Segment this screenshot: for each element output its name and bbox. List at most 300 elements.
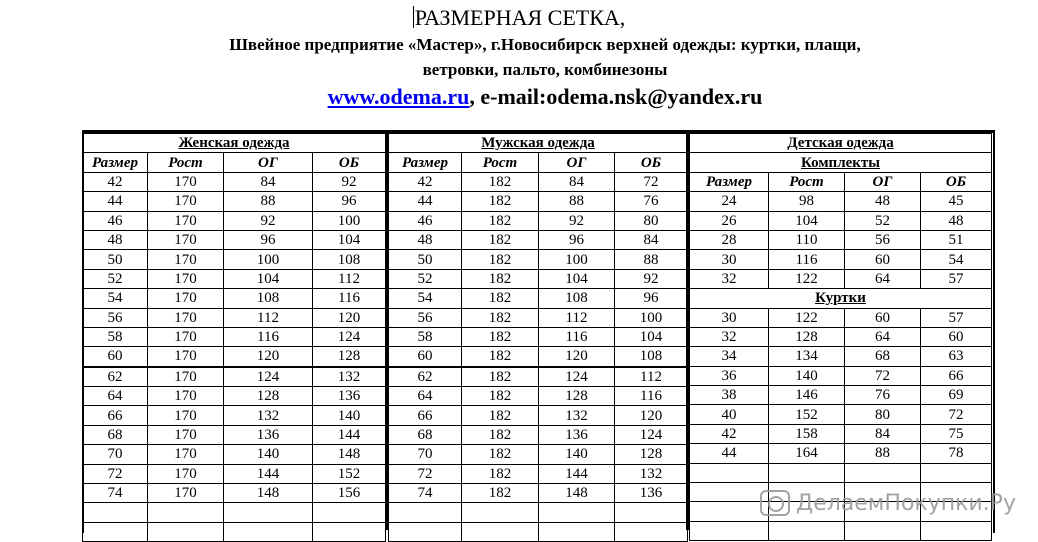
- table-cell: 182: [462, 230, 539, 249]
- table-cell: 52: [83, 269, 148, 288]
- column-header: ОБ: [615, 153, 688, 172]
- table-cell: 144: [224, 464, 313, 483]
- table-cell: 144: [539, 464, 615, 483]
- column-header: ОГ: [224, 153, 313, 172]
- empty-cell: [690, 463, 769, 482]
- camera-icon: [760, 490, 790, 516]
- empty-cell: [921, 521, 992, 540]
- table-cell: 100: [615, 308, 688, 327]
- column-header: Рост: [148, 153, 224, 172]
- table-cell: 136: [224, 425, 313, 444]
- table-cell: 120: [615, 406, 688, 425]
- table-cell: 51: [921, 230, 992, 249]
- subtitle-line-1: Швейное предприятие «Мастер», г.Новосибирск верхней одежды: куртки, плащи,: [229, 35, 861, 54]
- table-cell: 54: [83, 289, 148, 308]
- table-cell: 46: [83, 211, 148, 230]
- table-cell: 182: [462, 192, 539, 211]
- empty-cell: [313, 503, 386, 522]
- table-row: [690, 347, 992, 366]
- table-cell: 66: [921, 366, 992, 385]
- table-cell: 112: [224, 308, 313, 327]
- table-cell: 116: [769, 250, 845, 269]
- table-row: [389, 327, 688, 346]
- table-cell: 60: [921, 327, 992, 346]
- column-header: ОБ: [921, 172, 992, 191]
- table-cell: 63: [921, 347, 992, 366]
- empty-cell: [83, 503, 148, 522]
- empty-cell: [615, 522, 688, 541]
- table-row: [83, 425, 386, 444]
- table-cell: 124: [313, 327, 386, 346]
- table-cell: 96: [615, 289, 688, 308]
- table-cell: 120: [313, 308, 386, 327]
- empty-cell: [769, 463, 845, 482]
- table-cell: 170: [148, 367, 224, 387]
- table-row: [389, 211, 688, 230]
- table-cell: 70: [389, 445, 462, 464]
- table-cell: 128: [224, 387, 313, 406]
- site-link[interactable]: www.odema.ru: [327, 84, 470, 109]
- table-row: [690, 250, 992, 269]
- table-cell: 57: [921, 269, 992, 288]
- table-cell: 100: [313, 211, 386, 230]
- empty-cell: [462, 503, 539, 522]
- table-row: [690, 211, 992, 230]
- table-cell: 170: [148, 211, 224, 230]
- table-cell: 92: [615, 269, 688, 288]
- table-cell: 48: [389, 230, 462, 249]
- group-separator: [686, 133, 689, 530]
- table-row: [389, 484, 688, 503]
- subtitle-line-2: ветровки, пальто, комбинезоны: [422, 60, 668, 79]
- table-cell: 124: [224, 367, 313, 387]
- table-cell: 104: [224, 269, 313, 288]
- table-cell: 42: [389, 172, 462, 191]
- table-cell: 52: [845, 211, 921, 230]
- sets-subtitle: Комплекты: [690, 153, 992, 172]
- table-cell: 136: [615, 484, 688, 503]
- table-cell: 44: [389, 192, 462, 211]
- table-cell: 182: [462, 387, 539, 406]
- table-row: [83, 367, 386, 387]
- table-cell: 182: [462, 211, 539, 230]
- table-cell: 170: [148, 445, 224, 464]
- table-cell: 122: [769, 269, 845, 288]
- table-cell: 104: [539, 269, 615, 288]
- table-cell: 136: [539, 425, 615, 444]
- table-row: [83, 347, 386, 367]
- table-cell: 116: [224, 327, 313, 346]
- table-row: [389, 464, 688, 483]
- table-cell: 116: [313, 289, 386, 308]
- table-cell: 56: [845, 230, 921, 249]
- table-cell: 104: [769, 211, 845, 230]
- table-cell: 148: [539, 484, 615, 503]
- table-cell: 92: [313, 172, 386, 191]
- table-cell: 170: [148, 406, 224, 425]
- table-cell: 52: [389, 269, 462, 288]
- table-cell: 158: [769, 424, 845, 443]
- kids-table: [689, 133, 992, 541]
- table-cell: 66: [389, 406, 462, 425]
- table-cell: 116: [615, 387, 688, 406]
- men-table: [388, 133, 688, 542]
- empty-cell: [845, 463, 921, 482]
- table-cell: 44: [690, 444, 769, 463]
- table-row: [690, 172, 992, 191]
- table-cell: 170: [148, 464, 224, 483]
- table-cell: 96: [539, 230, 615, 249]
- table-row: [389, 425, 688, 444]
- column-header: ОГ: [845, 172, 921, 191]
- table-row: [83, 230, 386, 249]
- table-row: [389, 503, 688, 522]
- table-row: [389, 308, 688, 327]
- table-cell: 64: [845, 327, 921, 346]
- table-cell: 88: [615, 250, 688, 269]
- men-title: Мужская одежда: [389, 134, 688, 153]
- table-cell: 170: [148, 192, 224, 211]
- table-cell: 140: [769, 366, 845, 385]
- table-cell: 92: [539, 211, 615, 230]
- table-row: [690, 405, 992, 424]
- table-cell: 69: [921, 386, 992, 405]
- table-cell: 108: [539, 289, 615, 308]
- table-cell: 26: [690, 211, 769, 230]
- column-header: Рост: [769, 172, 845, 191]
- table-row: [389, 445, 688, 464]
- table-cell: 54: [389, 289, 462, 308]
- table-cell: 72: [615, 172, 688, 191]
- table-cell: 144: [313, 425, 386, 444]
- table-cell: 170: [148, 289, 224, 308]
- table-cell: 24: [690, 192, 769, 211]
- table-cell: 62: [83, 367, 148, 387]
- column-header: ОГ: [539, 153, 615, 172]
- table-cell: 80: [615, 211, 688, 230]
- table-row: [389, 367, 688, 387]
- table-row: [690, 521, 992, 540]
- table-cell: 128: [313, 347, 386, 367]
- table-row: [389, 250, 688, 269]
- table-row: [690, 192, 992, 211]
- table-row: [83, 308, 386, 327]
- table-row: [389, 269, 688, 288]
- table-row: [690, 424, 992, 443]
- column-header: Размер: [690, 172, 769, 191]
- table-cell: 104: [615, 327, 688, 346]
- table-cell: 40: [690, 405, 769, 424]
- table-row: [83, 192, 386, 211]
- table-cell: 128: [769, 327, 845, 346]
- table-cell: 182: [462, 289, 539, 308]
- text-cursor: [413, 6, 414, 28]
- table-row: [83, 387, 386, 406]
- table-cell: 148: [224, 484, 313, 503]
- table-cell: 44: [83, 192, 148, 211]
- table-cell: 84: [539, 172, 615, 191]
- table-cell: 78: [921, 444, 992, 463]
- table-row: [389, 134, 688, 153]
- table-cell: 32: [690, 327, 769, 346]
- empty-cell: [769, 521, 845, 540]
- contact-line: [0, 82, 1038, 112]
- table-cell: 112: [313, 269, 386, 288]
- table-cell: 60: [845, 308, 921, 327]
- empty-cell: [224, 522, 313, 541]
- table-cell: 60: [845, 250, 921, 269]
- empty-cell: [389, 522, 462, 541]
- table-cell: 50: [389, 250, 462, 269]
- table-cell: 170: [148, 387, 224, 406]
- watermark: [760, 488, 1032, 518]
- table-row: [83, 211, 386, 230]
- table-cell: 140: [313, 406, 386, 425]
- table-cell: 170: [148, 250, 224, 269]
- table-cell: 170: [148, 327, 224, 346]
- table-cell: 182: [462, 406, 539, 425]
- table-cell: 136: [313, 387, 386, 406]
- table-cell: 132: [539, 406, 615, 425]
- table-cell: 68: [83, 425, 148, 444]
- table-cell: 170: [148, 230, 224, 249]
- empty-cell: [539, 522, 615, 541]
- table-cell: 74: [83, 484, 148, 503]
- empty-cell: [83, 522, 148, 541]
- table-cell: 170: [148, 172, 224, 191]
- table-cell: 42: [83, 172, 148, 191]
- table-row: [389, 230, 688, 249]
- size-chart: [82, 130, 995, 530]
- table-row: [690, 444, 992, 463]
- table-cell: 100: [539, 250, 615, 269]
- empty-cell: [690, 483, 769, 502]
- table-cell: 182: [462, 484, 539, 503]
- table-row: [690, 153, 992, 172]
- table-cell: 42: [690, 424, 769, 443]
- table-cell: 64: [389, 387, 462, 406]
- table-cell: 132: [224, 406, 313, 425]
- table-cell: 48: [845, 192, 921, 211]
- table-row: [83, 153, 386, 172]
- table-cell: 182: [462, 269, 539, 288]
- table-cell: 170: [148, 484, 224, 503]
- table-cell: 152: [769, 405, 845, 424]
- table-cell: 72: [921, 405, 992, 424]
- empty-cell: [845, 521, 921, 540]
- table-cell: 134: [769, 347, 845, 366]
- empty-cell: [690, 502, 769, 521]
- empty-cell: [539, 503, 615, 522]
- table-cell: 170: [148, 347, 224, 367]
- table-cell: 140: [539, 445, 615, 464]
- table-cell: 108: [615, 347, 688, 367]
- table-cell: 182: [462, 445, 539, 464]
- table-cell: 132: [615, 464, 688, 483]
- empty-cell: [921, 463, 992, 482]
- table-cell: 76: [615, 192, 688, 211]
- table-cell: 36: [690, 366, 769, 385]
- table-row: [389, 172, 688, 191]
- page-title: [0, 4, 1038, 32]
- table-cell: 156: [313, 484, 386, 503]
- table-cell: 182: [462, 367, 539, 387]
- table-cell: 76: [845, 386, 921, 405]
- table-cell: 64: [83, 387, 148, 406]
- table-cell: 148: [313, 445, 386, 464]
- table-row: [389, 347, 688, 367]
- table-cell: 50: [83, 250, 148, 269]
- empty-cell: [690, 521, 769, 540]
- table-row: [83, 484, 386, 503]
- table-cell: 88: [224, 192, 313, 211]
- table-cell: 132: [313, 367, 386, 387]
- table-cell: 30: [690, 250, 769, 269]
- table-cell: 120: [224, 347, 313, 367]
- table-row: [83, 445, 386, 464]
- empty-cell: [462, 522, 539, 541]
- table-row: [690, 230, 992, 249]
- table-cell: 54: [921, 250, 992, 269]
- table-row: [690, 134, 992, 153]
- table-cell: 182: [462, 250, 539, 269]
- table-cell: 182: [462, 464, 539, 483]
- table-cell: 84: [224, 172, 313, 191]
- table-row: [83, 327, 386, 346]
- table-cell: 112: [615, 367, 688, 387]
- table-cell: 56: [83, 308, 148, 327]
- table-cell: 98: [769, 192, 845, 211]
- table-cell: 182: [462, 327, 539, 346]
- table-cell: 66: [83, 406, 148, 425]
- table-cell: 108: [313, 250, 386, 269]
- table-cell: 100: [224, 250, 313, 269]
- table-cell: 60: [389, 347, 462, 367]
- table-cell: 128: [539, 387, 615, 406]
- table-row: [690, 386, 992, 405]
- table-cell: 28: [690, 230, 769, 249]
- empty-cell: [313, 522, 386, 541]
- table-row: [83, 269, 386, 288]
- table-row: [83, 522, 386, 541]
- table-row: [83, 464, 386, 483]
- table-row: [389, 406, 688, 425]
- empty-cell: [148, 522, 224, 541]
- column-header: Размер: [83, 153, 148, 172]
- title-text: РАЗМЕРНАЯ СЕТКА,: [414, 5, 626, 30]
- table-row: [389, 387, 688, 406]
- table-row: [690, 308, 992, 327]
- table-cell: 96: [313, 192, 386, 211]
- table-cell: 68: [389, 425, 462, 444]
- table-cell: 182: [462, 425, 539, 444]
- table-cell: 45: [921, 192, 992, 211]
- table-cell: 70: [83, 445, 148, 464]
- table-row: [389, 522, 688, 541]
- table-cell: 75: [921, 424, 992, 443]
- table-cell: 68: [845, 347, 921, 366]
- table-cell: 84: [615, 230, 688, 249]
- table-cell: 92: [224, 211, 313, 230]
- table-row: [83, 406, 386, 425]
- table-row: [690, 327, 992, 346]
- table-row: [83, 503, 386, 522]
- table-cell: 58: [389, 327, 462, 346]
- table-cell: 108: [224, 289, 313, 308]
- table-cell: 182: [462, 308, 539, 327]
- empty-cell: [389, 503, 462, 522]
- table-cell: 170: [148, 425, 224, 444]
- table-row: [690, 366, 992, 385]
- kids-title: Детская одежда: [690, 134, 992, 153]
- women-title: Женская одежда: [83, 134, 386, 153]
- table-cell: 30: [690, 308, 769, 327]
- table-cell: 62: [389, 367, 462, 387]
- table-cell: 140: [224, 445, 313, 464]
- table-cell: 104: [313, 230, 386, 249]
- table-row: [389, 289, 688, 308]
- table-row: [83, 289, 386, 308]
- table-cell: 32: [690, 269, 769, 288]
- table-cell: 72: [845, 366, 921, 385]
- table-row: [690, 463, 992, 482]
- group-separator: [385, 133, 388, 530]
- table-cell: 112: [539, 308, 615, 327]
- table-cell: 116: [539, 327, 615, 346]
- table-cell: 128: [615, 445, 688, 464]
- table-cell: 64: [845, 269, 921, 288]
- table-cell: 122: [769, 308, 845, 327]
- table-cell: 34: [690, 347, 769, 366]
- table-cell: 164: [769, 444, 845, 463]
- column-header: Рост: [462, 153, 539, 172]
- column-header: ОБ: [313, 153, 386, 172]
- table-row: [83, 250, 386, 269]
- table-cell: 170: [148, 269, 224, 288]
- table-row: [690, 289, 992, 308]
- empty-cell: [224, 503, 313, 522]
- table-cell: 57: [921, 308, 992, 327]
- table-cell: 84: [845, 424, 921, 443]
- table-cell: 120: [539, 347, 615, 367]
- email-text: , e-mail:odema.nsk@yandex.ru: [469, 84, 763, 109]
- women-table: [82, 133, 386, 542]
- table-cell: 72: [389, 464, 462, 483]
- table-cell: 182: [462, 347, 539, 367]
- table-cell: 60: [83, 347, 148, 367]
- table-cell: 170: [148, 308, 224, 327]
- table-cell: 58: [83, 327, 148, 346]
- table-cell: 88: [539, 192, 615, 211]
- table-cell: 88: [845, 444, 921, 463]
- table-cell: 38: [690, 386, 769, 405]
- table-row: [83, 172, 386, 191]
- table-row: [690, 269, 992, 288]
- empty-cell: [148, 503, 224, 522]
- table-cell: 80: [845, 405, 921, 424]
- table-cell: 152: [313, 464, 386, 483]
- table-cell: 110: [769, 230, 845, 249]
- column-header: Размер: [389, 153, 462, 172]
- table-cell: 48: [83, 230, 148, 249]
- watermark-text: ДелаемПокупки.Ру: [796, 490, 1016, 516]
- table-cell: 124: [539, 367, 615, 387]
- table-cell: 96: [224, 230, 313, 249]
- empty-cell: [615, 503, 688, 522]
- table-row: [389, 192, 688, 211]
- table-cell: 182: [462, 172, 539, 191]
- table-cell: 56: [389, 308, 462, 327]
